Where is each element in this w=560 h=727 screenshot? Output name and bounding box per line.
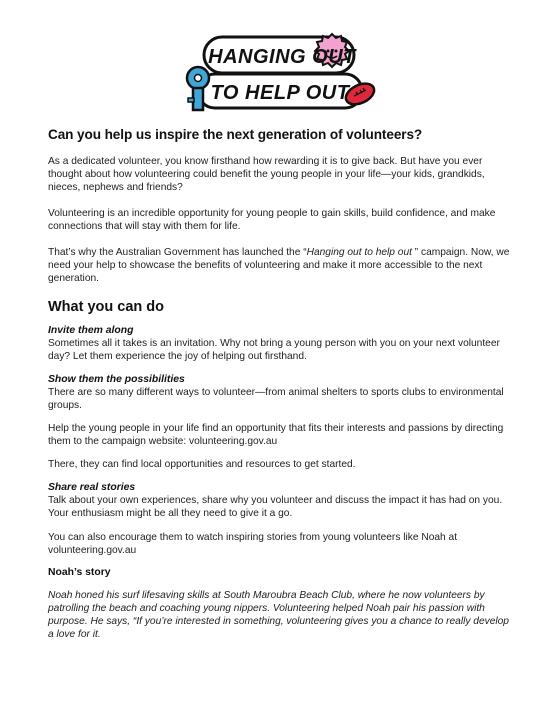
noah-title: Noah’s story (48, 567, 111, 578)
logo-line1: HANGING OUT (208, 46, 356, 68)
share-text: Talk about your own experiences, share why you volunteer and discuss the impact it has had on you. Your enthusiasm might be all they need to give it a go. (48, 495, 503, 519)
intro-paragraph-1: As a dedicated volunteer, you know firsthand how rewarding it is to give back. But have you ever thought about how volunteering could benefit the young people in your life—your kids, grandkids, nieces, nephews and friends? (48, 156, 485, 193)
show-title: Show them the possibilities (48, 374, 185, 385)
campaign-text-before: That’s why the Australian Government has launched the “ (48, 247, 307, 258)
show-text-2: Help the young people in your life find an opportunity that fits their interests and passions by directing them to the campaign website: volunteering.gov.au (48, 423, 504, 447)
document-body (48, 127, 516, 654)
noah-story-text: Noah honed his surf lifesaving skills at South Maroubra Beach Club, where he now volunteers by patrolling the beach and coaching young nippers. Volunteering helped Noah pair his passion with purpose. He says, “If you’re interested in something, volunteering gives you a chance to really develop a love for it. (48, 590, 509, 640)
campaign-paragraph (48, 246, 516, 285)
campaign-name: Hanging out to help out (306, 247, 412, 258)
show-text: There are so many different ways to volunteer—from animal shelters to sports clubs to environmental groups. (48, 387, 504, 411)
invite-text: Sometimes all it takes is an invitation. Why not bring a young person with you on your next volunteer day? Let them experience the joy of helping out firsthand. (48, 338, 500, 362)
page-title: Can you help us inspire the next generation of volunteers? (48, 127, 423, 142)
invite-title: Invite them along (48, 325, 134, 336)
logo-line2: TO HELP OUT (210, 82, 350, 104)
share-text-2: You can also encourage them to watch inspiring stories from young volunteers like Noah at volunteering.gov.au (48, 532, 458, 556)
show-text-3: There, they can find local opportunities and resources to get started. (48, 459, 356, 470)
campaign-text-after: ” campaign. Now, we need your help to showcase the benefits of volunteering and make it more accessible to the next generation. (48, 247, 510, 284)
section-heading-what-you-can-do: What you can do (48, 299, 164, 315)
hanging-out-logo (184, 32, 380, 114)
intro-paragraph-2: Volunteering is an incredible opportunity for young people to gain skills, build confidence, and make connections that will stay with them for life. (48, 208, 496, 232)
share-title: Share real stories (48, 482, 136, 493)
